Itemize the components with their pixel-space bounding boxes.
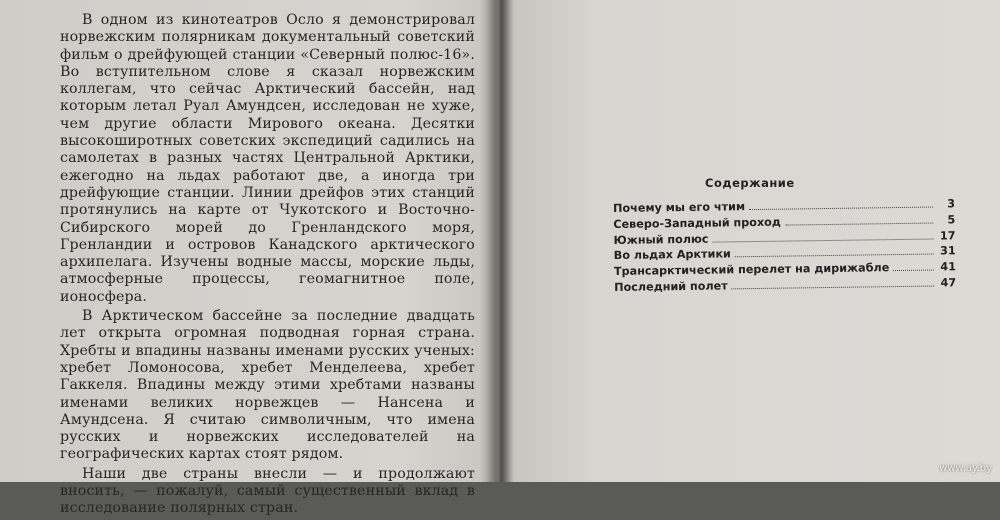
toc-entry-page: 47 bbox=[940, 276, 957, 290]
toc-leader-dots bbox=[713, 238, 934, 242]
toc-title: Содержание bbox=[705, 176, 795, 190]
toc-leader-dots bbox=[732, 286, 935, 290]
toc-entry-label: Во льдах Арктики bbox=[613, 247, 731, 263]
toc-entry-page: 31 bbox=[940, 244, 956, 258]
paragraph-3: Наши две страны внесли — и продолжают вносить, — пожалуй, самый существенный вклад в исследование полярных стран. bbox=[60, 465, 475, 517]
toc-entry-label: Южный полюс bbox=[613, 232, 709, 247]
toc-entry-page: 3 bbox=[947, 197, 956, 211]
toc-entry-label: Почему мы его чтим bbox=[613, 200, 746, 215]
toc-entry-page: 5 bbox=[947, 213, 956, 227]
toc-leader-dots bbox=[785, 222, 933, 225]
right-page bbox=[505, 0, 1000, 482]
toc-entry-label: Северо-Западный проход bbox=[613, 215, 781, 231]
toc-entry-page: 41 bbox=[940, 260, 957, 274]
toc-entry-page: 17 bbox=[939, 228, 956, 243]
left-page-text bbox=[60, 12, 475, 520]
toc-leader-dots bbox=[893, 270, 934, 272]
toc-leader-dots bbox=[749, 207, 933, 211]
toc-entry-label: Трансарктический перелет на дирижабле bbox=[613, 261, 890, 279]
table-of-contents bbox=[613, 197, 956, 297]
paragraph-1: В одном из кинотеатров Осло я демонстрировал норвежским полярникам документальный советский фильм о дрейфующей станции «Северный полюс-16». Во вступительном слове я сказал норвежским коллегам, что сейчас Арктический бассейн, над которым летал Руал Амундсен, исследован не хуже, чем другие области Мирового океана. Десятки высокоширотных советских экспедиций садились на самолетах в разных частях Центральной Арктики, ежегодно на льдах работают две, а иногда три дрейфующие станции. Линии дрейфов этих станций протянулись на карте от Чукотского и Восточно-Сибирского морей до Гренландского моря, Гренландии и островов Канадского арктического архипелага. Изучены водные массы, морские льды, атмосферные процессы, геомагнитное поле, ионосфера. bbox=[60, 12, 475, 305]
paragraph-2: В Арктическом бассейне за последние двадцать лет открыта огромная подводная горная страна. Хребты и впадины названы именами русских ученых: хребет Ломоносова, хребет Менделеева, хребет Гаккеля. Впадины между этими хребтами названы именами великих норвежцев — Нансена и Амундсена. Я считаю символичным, что имена русских и норвежских исследователей на географических картах стоят рядом. bbox=[60, 308, 475, 463]
toc-entry bbox=[614, 276, 956, 297]
toc-entry-label: Последний полет bbox=[614, 279, 728, 294]
toc-leader-dots bbox=[735, 254, 934, 258]
left-page bbox=[0, 0, 495, 517]
site-watermark: www.ay.by bbox=[939, 463, 992, 474]
